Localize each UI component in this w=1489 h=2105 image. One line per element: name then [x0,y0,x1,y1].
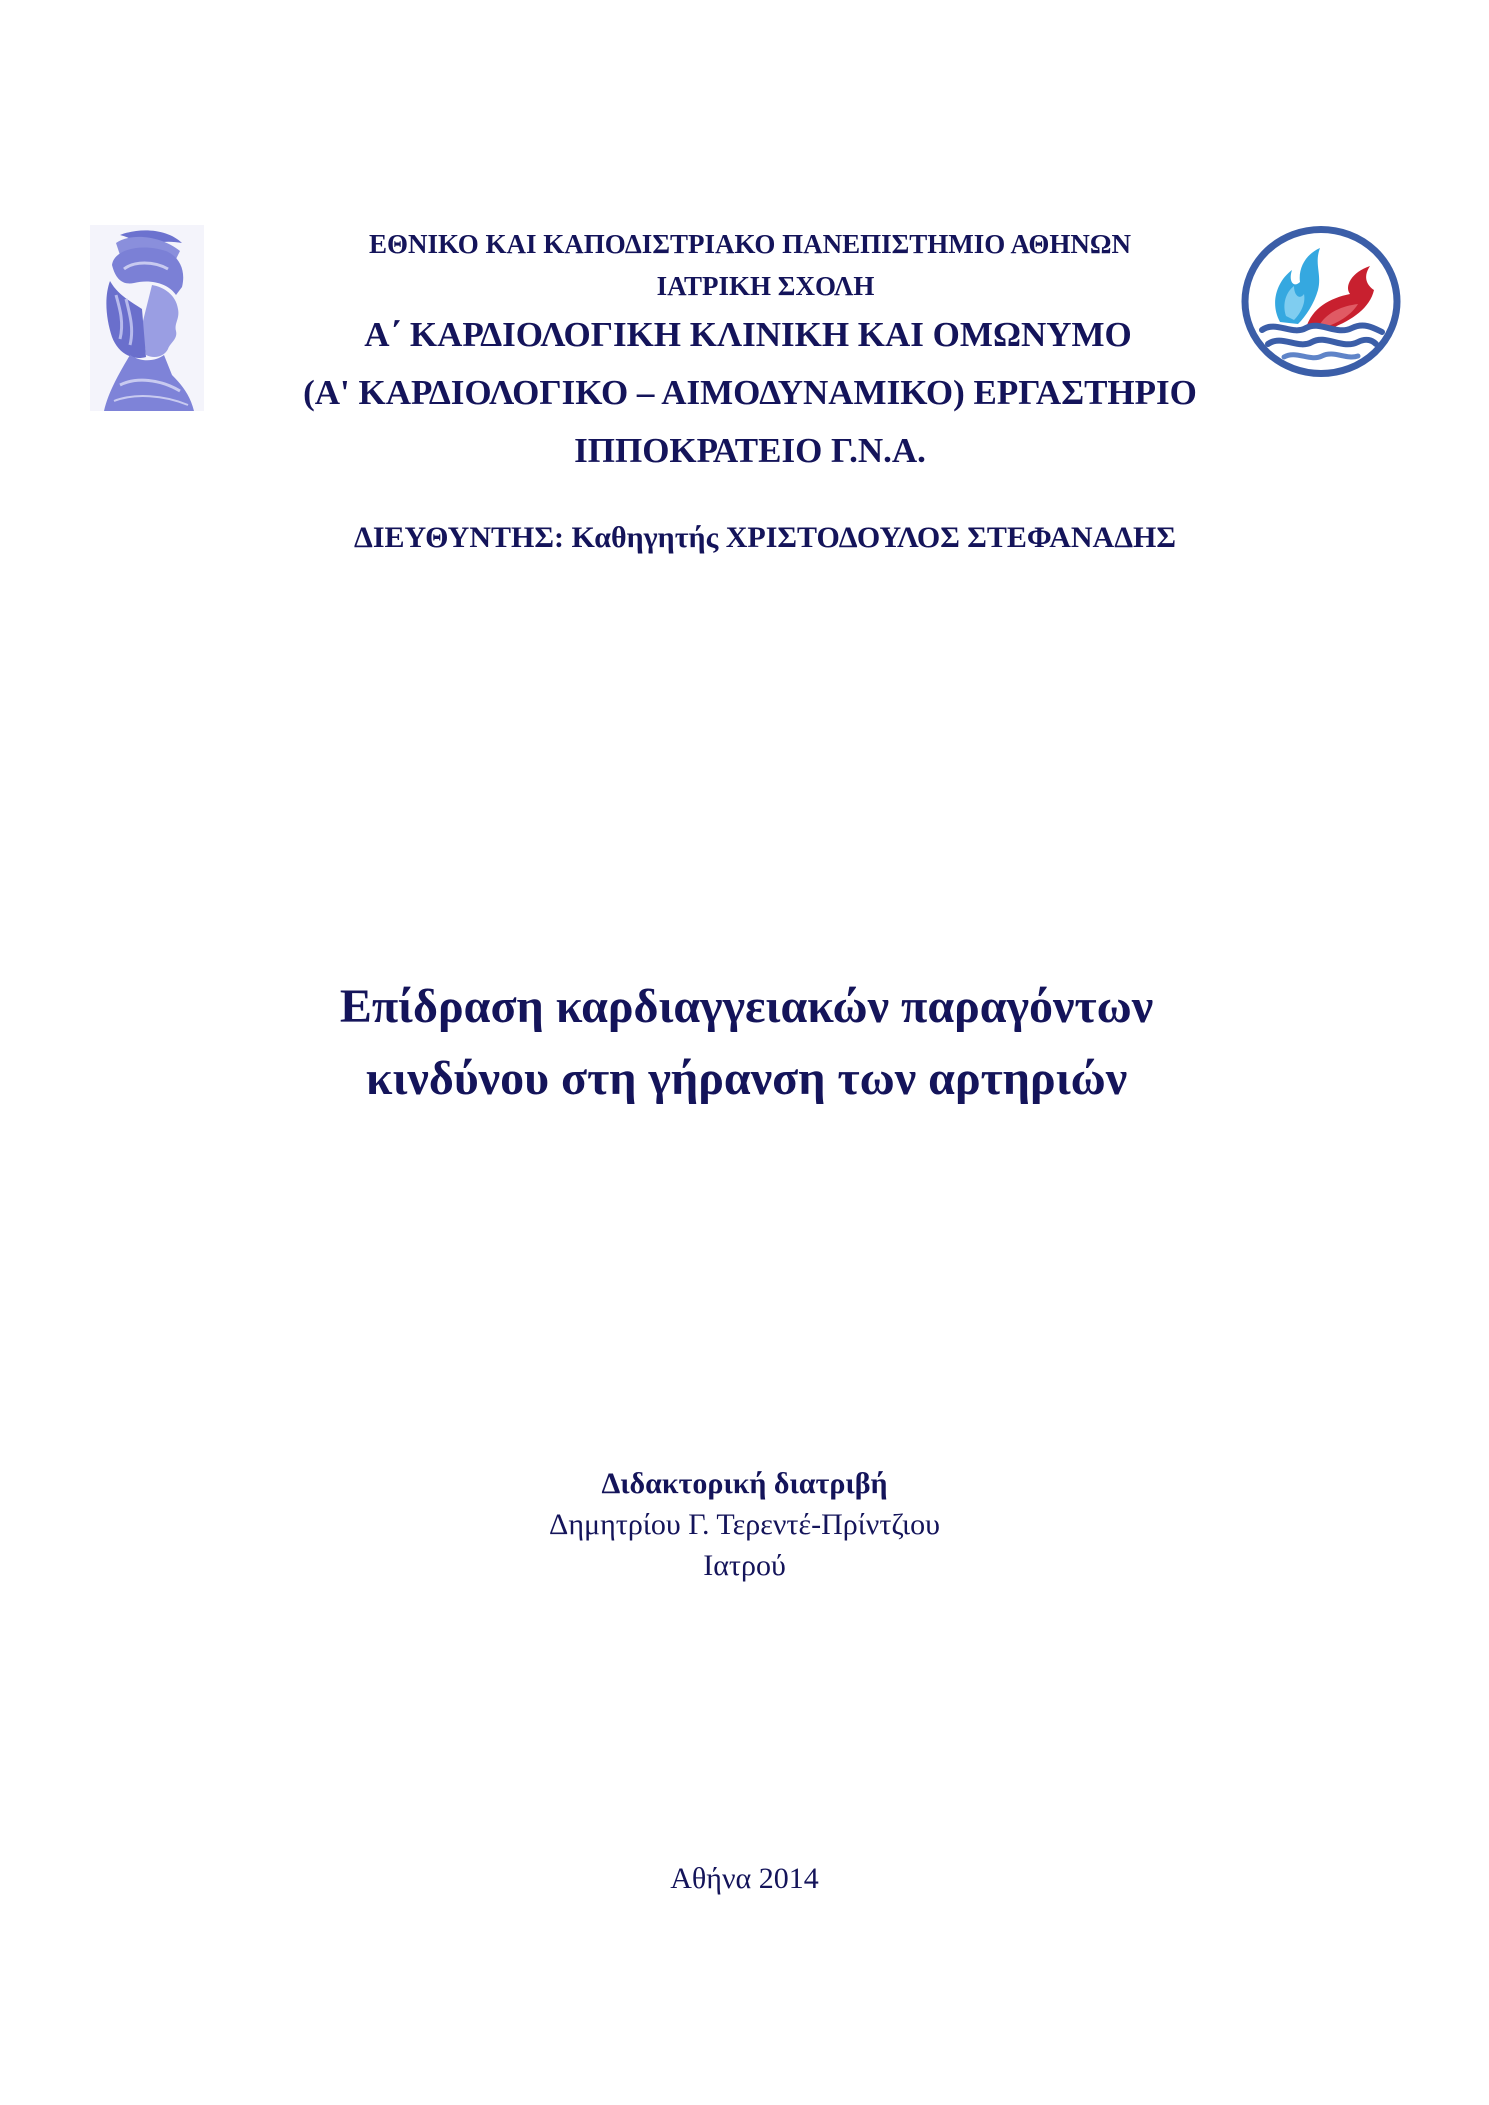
place-and-year: Αθήνα 2014 [670,1862,819,1895]
clinic-name: Α΄ ΚΑΡΔΙΟΛΟΓΙΚΗ ΚΛΙΝΙΚΗ ΚΑΙ ΟΜΩΝΥΜΟ [364,315,1132,354]
thesis-author: Δημητρίου Γ. Τερεντέ-Πρίντζιου [549,1508,940,1541]
author-role: Ιατρού [703,1549,786,1582]
thesis-title-line-1: Επίδραση καρδιαγγειακών παραγόντων [339,980,1154,1033]
school-name: ΙΑΤΡΙΚΗ ΣΧΟΛΗ [656,271,875,301]
director-line: ΔΙΕΥΘΥΝΤΗΣ: Καθηγητής ΧΡΙΣΤΟΔΟΥΛΟΣ ΣΤΕΦΑΝΑΔΗΣ [354,521,1176,554]
university-name: ΕΘΝΙΚΟ ΚΑΙ ΚΑΠΟΔΙΣΤΡΙΑΚΟ ΠΑΝΕΠΙΣΤΗΜΙΟ ΑΘΗΝΩΝ [368,229,1132,259]
hospital-name: ΙΠΠΟΚΡΑΤΕΙΟ Γ.Ν.Α. [574,431,926,470]
thesis-title-line-2: κινδύνου στη γήρανση των αρτηριών [365,1052,1128,1105]
thesis-type: Διδακτορική διατριβή [601,1467,888,1500]
laboratory-name: (Α' ΚΑΡΔΙΟΛΟΓΙΚΟ – ΑΙΜΟΔΥΝΑΜΙΚΟ) ΕΡΓΑΣΤΗΡΙΟ [303,373,1197,412]
